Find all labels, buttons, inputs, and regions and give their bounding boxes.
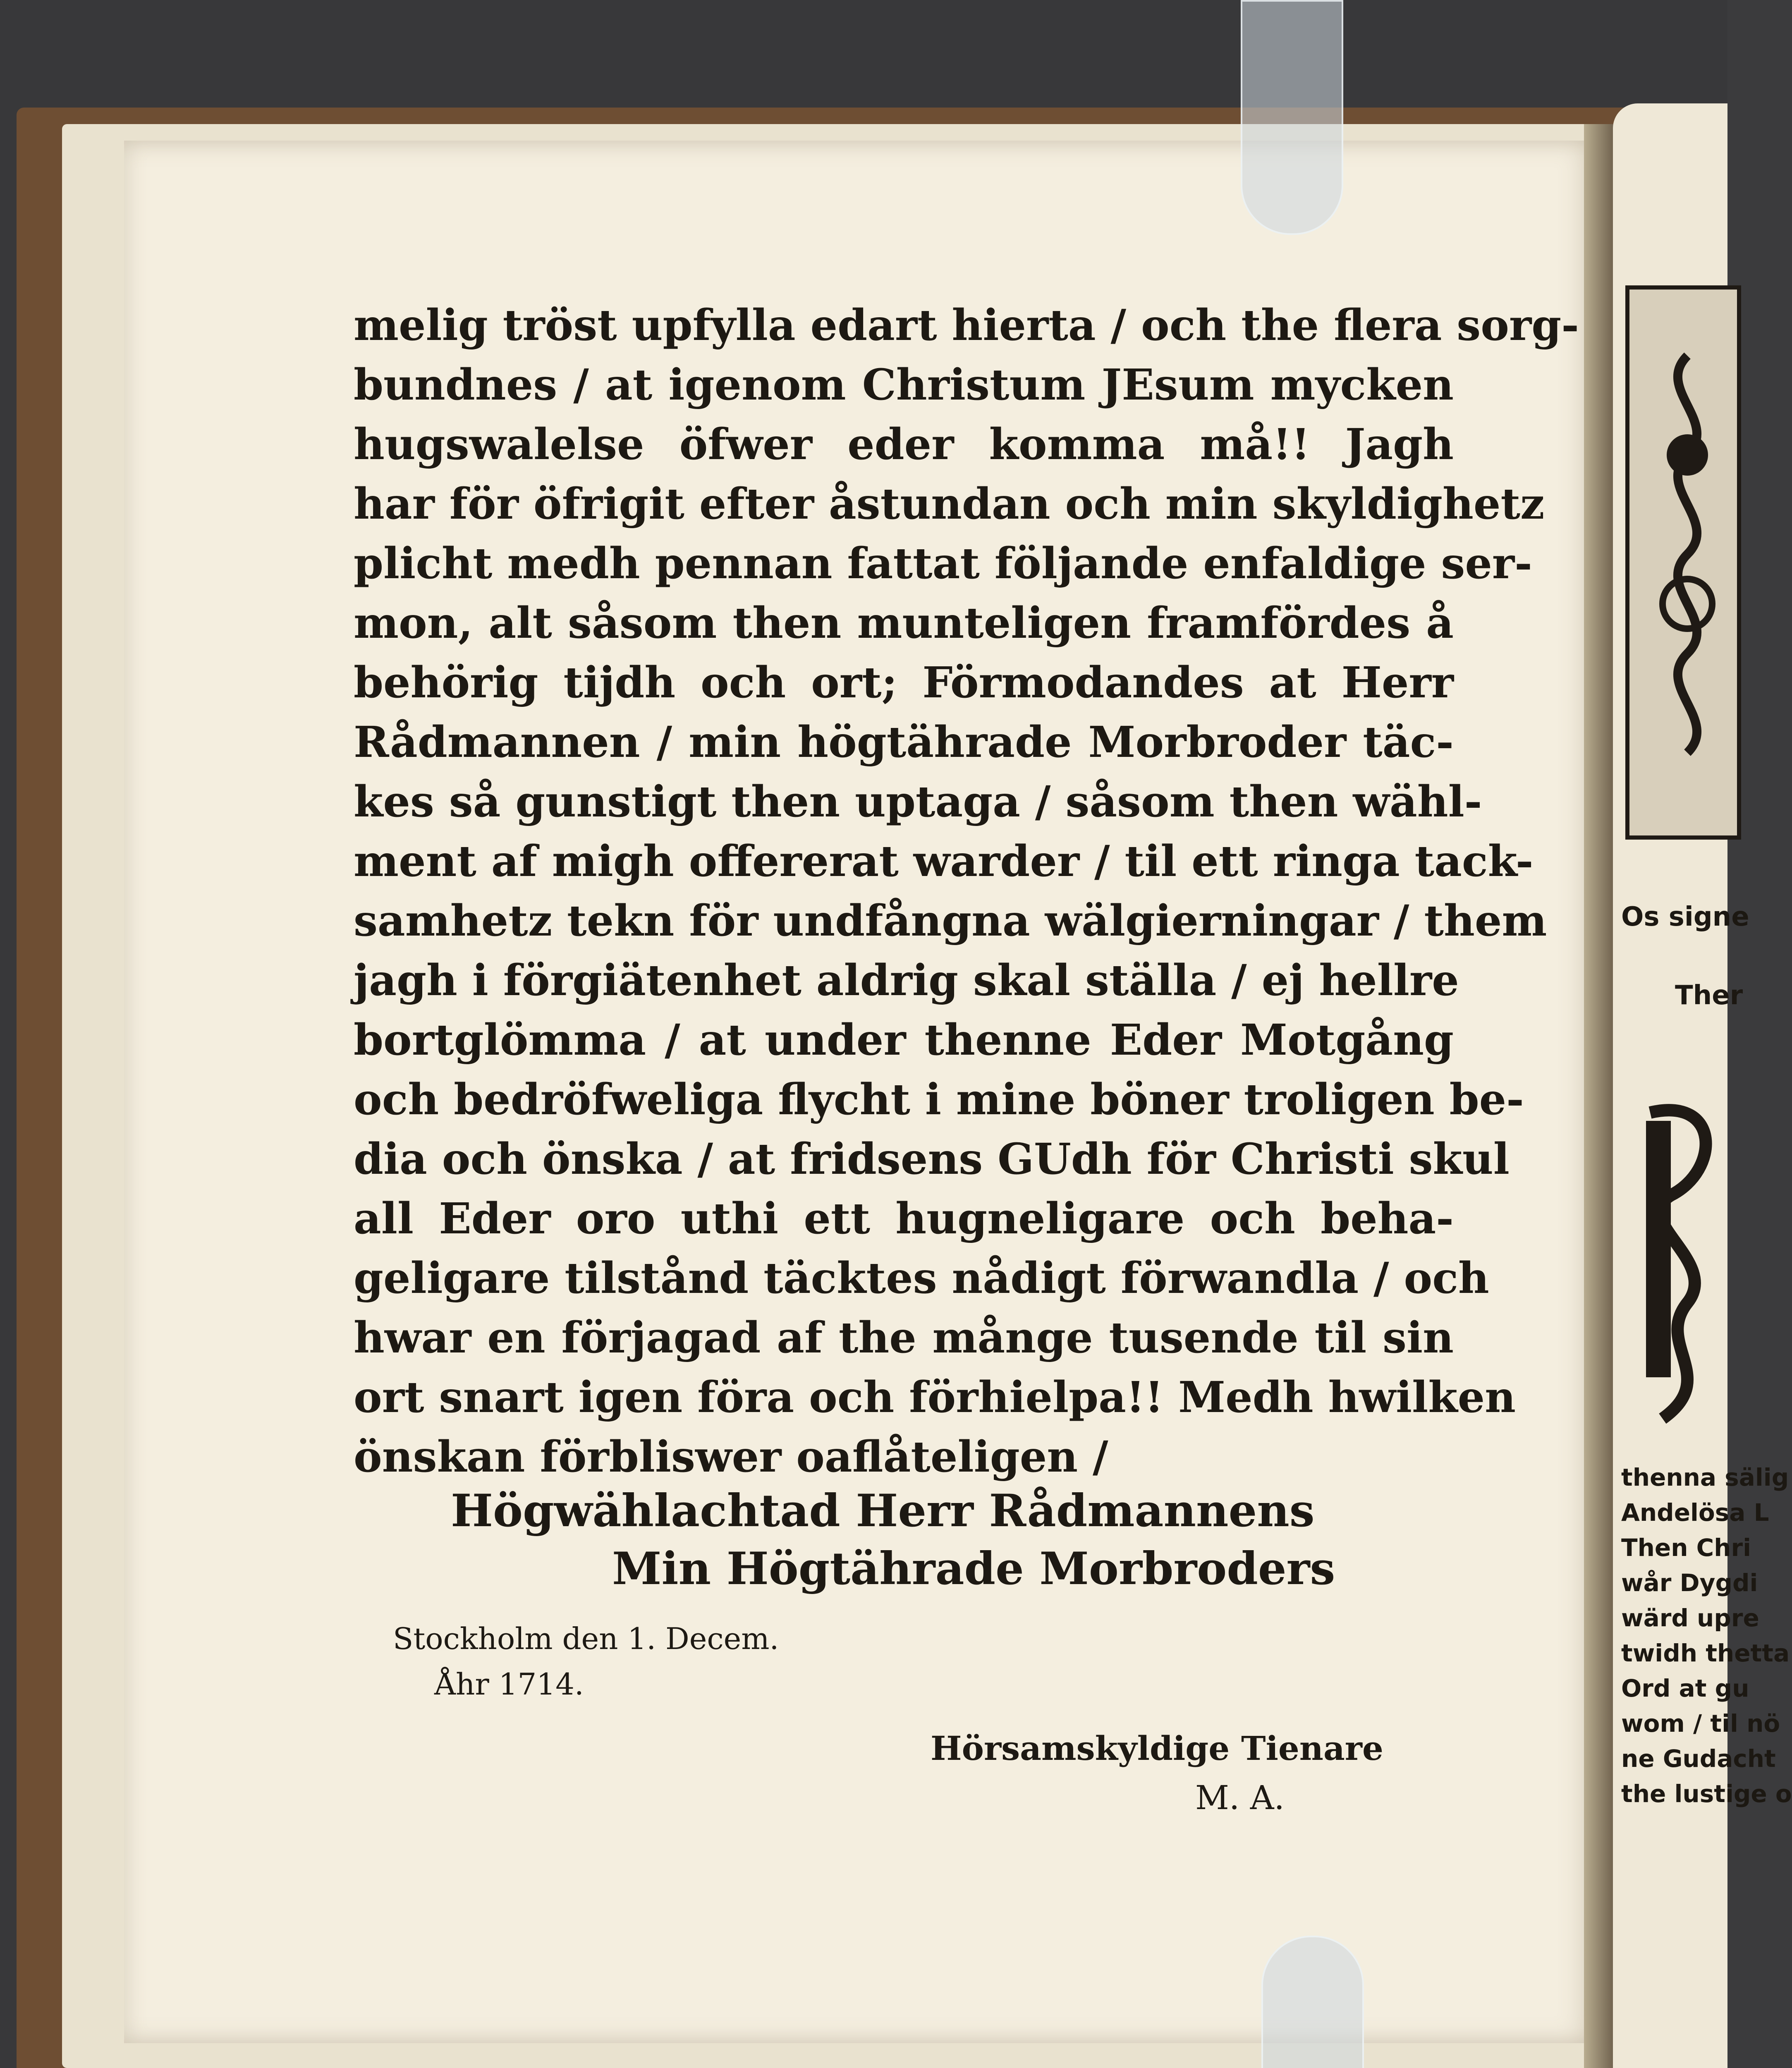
salutation-line-1: Högwählachtad Herr Rådmannens bbox=[451, 1485, 1315, 1537]
facing-line: wärd upre bbox=[1621, 1604, 1759, 1632]
text-line: bortglömma / at under thenne Eder Motgång bbox=[354, 1015, 1454, 1065]
dateline-place: Stockholm den 1. Decem. bbox=[393, 1621, 779, 1656]
text-line: samhetz tekn för undfångna wälgierningar / them bbox=[354, 896, 1547, 946]
facing-heading-1: Os signe bbox=[1621, 902, 1749, 932]
text-line: all Eder oro uthi ett hugneligare och beha- bbox=[354, 1194, 1454, 1244]
ornament-icon bbox=[1646, 339, 1729, 773]
text-line-last: önskan förbliswer oaflåteligen / bbox=[354, 1432, 1108, 1482]
text-line: bundnes / at igenom Christum JEsum mycken bbox=[354, 360, 1454, 410]
text-line: jagh i förgiätenhet aldrig skal ställa / ej hellre bbox=[354, 955, 1459, 1005]
facing-heading-2: Ther bbox=[1675, 980, 1743, 1011]
dateline-year: Åhr 1714. bbox=[434, 1667, 584, 1702]
signature-title: Hörsamskyldige Tienare bbox=[931, 1729, 1383, 1768]
decorative-initial-icon bbox=[1638, 1088, 1729, 1435]
facing-line: the lustige o bbox=[1621, 1780, 1792, 1808]
body-text bbox=[354, 296, 1579, 1487]
facing-line: Ord at gu bbox=[1621, 1674, 1749, 1702]
text-line: plicht medh pennan fattat följande enfaldige ser- bbox=[354, 539, 1532, 589]
ornament-frame bbox=[1625, 285, 1741, 840]
page-clip-top bbox=[1241, 0, 1343, 235]
facing-line: wår Dygdi bbox=[1621, 1569, 1758, 1597]
text-line: mon, alt såsom then munteligen framfördes å bbox=[354, 598, 1454, 648]
text-line: hwar en förjagad af the månge tusende til sin bbox=[354, 1313, 1454, 1363]
text-line: behörig tijdh och ort; Förmodandes at Herr bbox=[354, 658, 1454, 708]
facing-line: ne Gudacht bbox=[1621, 1745, 1776, 1773]
page-clip-bottom bbox=[1261, 1936, 1364, 2068]
text-line: ment af migh offererat warder / til ett ringa tack- bbox=[354, 836, 1534, 886]
text-line: och bedröfweliga flycht i mine böner troligen be- bbox=[354, 1075, 1524, 1125]
facing-text bbox=[1621, 1460, 1792, 1812]
facing-line: twidh thetta bbox=[1621, 1639, 1790, 1667]
facing-line: thenna sälig bbox=[1621, 1463, 1789, 1491]
text-line: har för öfrigit efter åstundan och min skyldighetz bbox=[354, 479, 1545, 529]
facing-line: Then Chri bbox=[1621, 1534, 1751, 1562]
text-line: melig tröst upfylla edart hierta / och the flera sorg- bbox=[354, 300, 1579, 350]
text-line: Rådmannen / min högtährade Morbroder täc- bbox=[354, 717, 1454, 767]
salutation-line-2: Min Högtährade Morbroders bbox=[612, 1543, 1335, 1595]
text-line: geligare tilstånd täcktes nådigt förwandla / och bbox=[354, 1253, 1489, 1303]
text-line: ort snart igen föra och förhielpa!! Medh hwilken bbox=[354, 1372, 1516, 1422]
text-line: hugswalelse öfwer eder komma må!! Jagh bbox=[354, 419, 1454, 469]
facing-line: wom / til nö bbox=[1621, 1709, 1780, 1738]
facing-line: Andelösa L bbox=[1621, 1498, 1769, 1527]
text-line: dia och önska / at fridsens GUdh för Christi skul bbox=[354, 1134, 1510, 1184]
text-line: kes så gunstigt then uptaga / såsom then wähl- bbox=[354, 777, 1482, 827]
signature-initials: M. A. bbox=[1195, 1778, 1285, 1817]
facing-page bbox=[1613, 103, 1792, 2068]
